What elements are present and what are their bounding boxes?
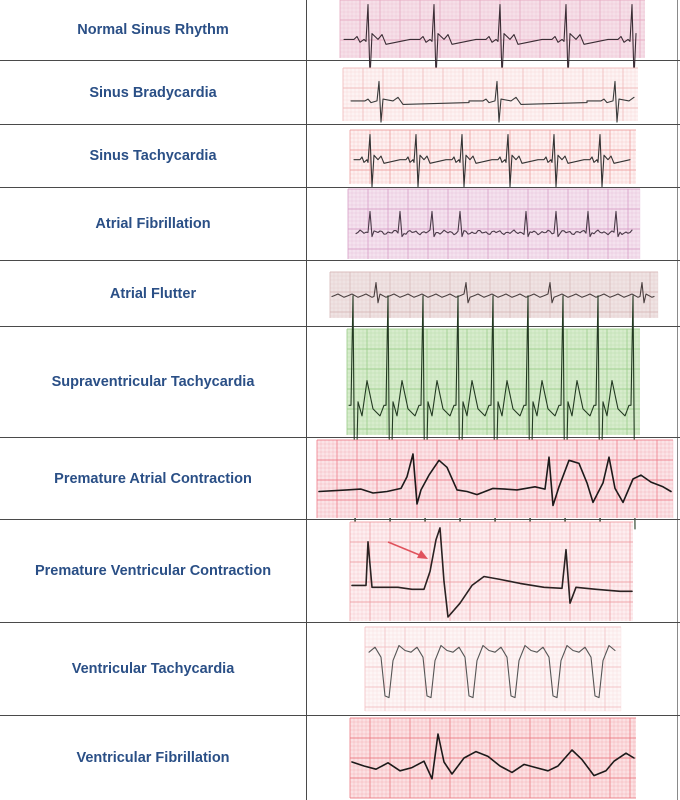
ecg-paper-background: [317, 440, 673, 518]
rhythm-row-ventricular-fibrillation: [0, 716, 680, 800]
rhythm-label: Supraventricular Tachycardia: [0, 327, 307, 437]
rhythm-row-premature-ventricular-contraction: [0, 520, 680, 623]
ecg-paper-background: [348, 189, 640, 259]
rhythm-label: Sinus Bradycardia: [0, 61, 307, 124]
ecg-strip-sinus-bradycardia: [343, 68, 638, 121]
rhythm-row-normal-sinus: [0, 0, 680, 61]
ecg-strip-premature-ventricular-contraction: [350, 522, 633, 621]
rhythm-row-premature-atrial-contraction: [0, 438, 680, 520]
rhythm-label: Ventricular Tachycardia: [0, 623, 307, 715]
rhythm-label: Premature Ventricular Contraction: [0, 520, 307, 622]
rhythm-label: Atrial Fibrillation: [0, 188, 307, 260]
ecg-strip-ventricular-tachycardia: [365, 627, 621, 711]
rhythm-label: Ventricular Fibrillation: [0, 716, 307, 800]
rhythm-label: Normal Sinus Rhythm: [0, 0, 307, 60]
ecg-grid: [350, 718, 636, 798]
ecg-strip-supraventricular-tachycardia: [347, 329, 640, 435]
rhythm-row-sinus-bradycardia: [0, 61, 680, 125]
ecg-strip-normal-sinus: [340, 0, 645, 58]
rhythm-row-atrial-fibrillation: [0, 188, 680, 261]
rhythm-row-sinus-tachycardia: [0, 125, 680, 188]
ecg-strip-sinus-tachycardia: [350, 130, 636, 184]
rhythm-label: Atrial Flutter: [0, 261, 307, 326]
rhythm-label: Sinus Tachycardia: [0, 125, 307, 187]
ecg-strip-atrial-fibrillation: [348, 189, 640, 259]
ecg-strip-ventricular-fibrillation: [350, 718, 636, 798]
ecg-strip-atrial-flutter: [330, 272, 658, 318]
ecg-strip-premature-atrial-contraction: [317, 440, 673, 518]
ecg-paper-background: [340, 0, 645, 58]
rhythm-row-supraventricular-tachycardia: [0, 327, 680, 438]
rhythm-label: Premature Atrial Contraction: [0, 438, 307, 519]
rhythm-row-atrial-flutter: [0, 261, 680, 327]
rhythm-row-ventricular-tachycardia: [0, 623, 680, 716]
